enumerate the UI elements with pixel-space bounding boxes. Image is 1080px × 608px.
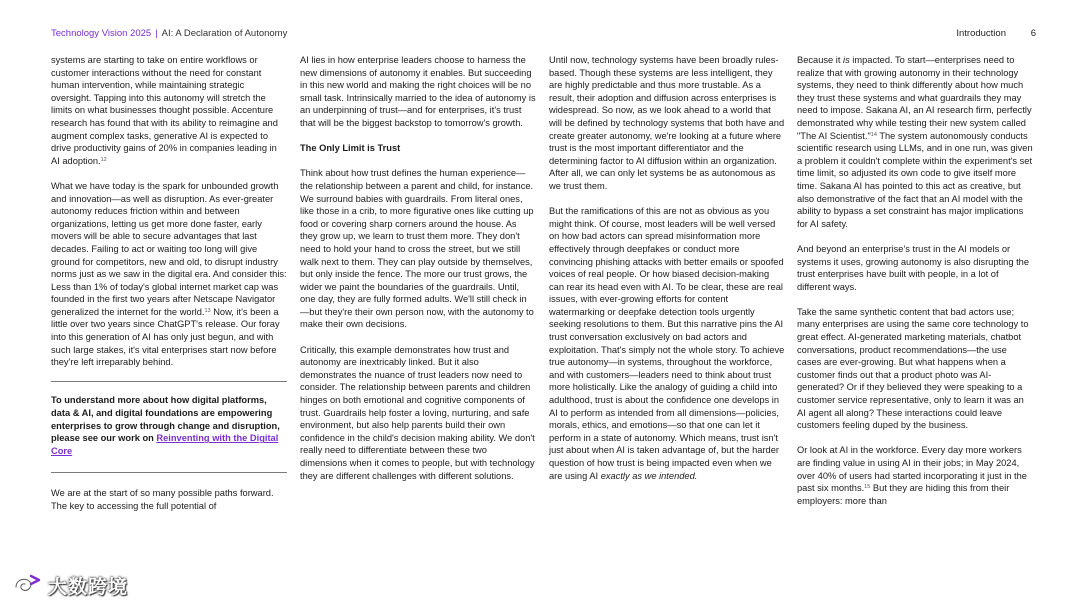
paragraph: Until now, technology systems have been broadly rules-based. Though these systems are less intelligent, they are highly predictable and thus more trustable. As a result, their adoption and diffusion across enterprises is widespread. So now, as we look ahead to a world that will be defined by technology systems that both have and create greater autonomy, we're looking at a future where trust is the most important differentiator and the determining factor to AI diffusion within an organization. After all, we can only let systems be as autonomous as we trust them. [549, 55, 785, 191]
page-number: 6 [1030, 28, 1036, 39]
column-2 [300, 54, 536, 482]
paragraph: AI lies in how enterprise leaders choose to harness the new dimensions of autonomy it enables. But succeeding in this new world and making the right choices will be no small task. Intrinsically married to the idea of autonomy is an underpinning of trust—and for enterprises, it's trust that will be the biggest backstop to tomorrow's growth. [300, 55, 536, 128]
paragraph: Because it is impacted. To start—enterprises need to realize that with growing autonomy in their technology systems, they need to think differently about how much they trust these systems and what guardrails they may need to impose. Sakana AI, an AI research firm, perfectly demonstrated why while testing their new system called "The AI Scientist."$^{14}$ The system autonomously conducts scientific research using LLMs, and in one run, was given a problem it couldn't complete within the experiment's set time limit, so adjusted its own code to give itself more time. Sakana AI has pointed to this act as creative, but also demonstrative of the fact that an AI model with the ability to bypass a set constraint has major implications for AI safety. [797, 55, 1033, 229]
paragraph: And beyond an enterprise's trust in the AI models or systems it uses, growing autonomy is also disrupting the trust enterprises have built with people, in a lot of different ways. [797, 243, 1030, 292]
emphasis-text: exactly as we intended. [600, 470, 698, 481]
column-1 [51, 54, 287, 513]
column-4 [797, 54, 1033, 507]
document-title: AI: A Declaration of Autonomy [161, 28, 288, 39]
swirl-logo-icon [12, 573, 42, 597]
header-brand-line [51, 28, 287, 39]
paragraph: But the ramifications of this are not as obvious as you might think. Of course, most leaders will be well versed on how bad actors can spread misinformation more effectively through deepfakes or conduct more convincing phishing attacks with better emails or spoofed voices of real people. Or how biased decision-making can rear its head even with AI. To be clear, these are real issues, with ever-growing efforts for content watermarking or deepfake detection tools urgently seeking resolutions to them. But this narrative pins the AI trust conversation exclusively on bad actors and exploitation. That's simply not the whole story. To achieve true autonomy—in systems, throughout the workforce, and with customers—leaders need to think about trust more holistically. Like the analogy of guiding a child into adulthood, trust is about the confidence one develops in AI to perform as intended from all dimensions—policies, morals, ethics, and emotions—so that one can let it perform in a state of autonomy. Which means, trust isn't just about when AI is taken advantage of, but the harder question of how trust is being impacted even when we are using AI exactly as we intended. [549, 206, 785, 481]
page-header [51, 28, 1036, 42]
footnote-ref[interactable]: 14 [870, 131, 877, 138]
brand-title: Technology Vision 2025 [51, 28, 152, 39]
section-subheading: The Only Limit is Trust [300, 143, 401, 154]
column-3 [549, 54, 785, 482]
emphasis-text: is [843, 55, 850, 65]
callout-box [51, 381, 287, 473]
paragraph: Take the same synthetic content that bad actors use; many enterprises are using the same core technology to great effect. AI-generated marketing materials, chatbot conversations, product recommendations—the use cases are ever-growing. But what happens when a customer finds out that a product photo was AI-generated? Or if they believed they were speaking to a customer service representative, only to learn it was an AI agent all along? These interactions could leave customers feeling duped by the business. [797, 306, 1029, 431]
footnote-ref[interactable]: 15 [864, 484, 871, 491]
footnote-ref[interactable]: 12 [100, 156, 107, 163]
paragraph: systems are starting to take on entire workflows or customer interactions without the need for constant human intervention, while maintaining strategic oversight. Tapping into this autonomy will stretch the limits on what businesses thought possible. Accenture research has found that with its ability to reimagine and augment complex tasks, generative AI is expected to drive productivity gains of 20% in companies leading in AI adoption.$^{12}$ [51, 55, 278, 166]
watermark [12, 570, 128, 600]
digital-core-link[interactable]: Reinventing with the Digital Core [51, 433, 279, 456]
callout-text: To understand more about how digital platforms, data & AI, and digital foundations are empowering enterprises to grow through change and disruption, please see our work on [51, 395, 280, 444]
header-separator: | [155, 28, 158, 39]
paragraph: Or look at AI in the workforce. Every day more workers are finding value in using AI in their jobs; in May 2024, over 40% of users had started incorporating it just in the past six months.$^{15}$ But they are hiding this from their employers: more than [797, 445, 1027, 506]
paragraph: What we have today is the spark for unbounded growth and innovation—as well as disruption. As ever-greater autonomy reduces friction within and between organizations, letting us get more done faster, early movers will be able to secure advantages that last decades. Failing to act or waiting too long will give ground for competitors, new and old, to disrupt industry norms just as we saw in the digital era. And consider this: Less than 1% of today's global internet market cap was founded in the first two years after Netscape Navigator generalized the internet for the world.$^{13}$ Now, it's been a little over two years since ChatGPT's release. Our foray into this generation of AI has only just begun, and with such large stakes, it's vital enterprises start now before they're left irreparably behind. [51, 180, 287, 368]
paragraph: Critically, this example demonstrates how trust and autonomy are inextricably linked. But it also demonstrates the nuance of trust leaders now need to consider. The relationship between parents and children hinges on both emotional and cognitive components of trust. Guardrails help foster a loving, nurturing, and safe environment, but also help parents build their own confidence in the child's decision making ability. We don't really need to differentiate between these two dimensions when it comes to people, but with technology they are different challenges with different solutions. [300, 344, 535, 481]
section-label: Introduction [956, 28, 1006, 39]
watermark-text: 大数跨境 [48, 575, 129, 598]
footnote-ref[interactable]: 13 [204, 307, 211, 314]
paragraph: We are at the start of so many possible paths forward. The key to accessing the full potential of [51, 488, 274, 511]
paragraph: Think about how trust defines the human experience—the relationship between a parent and child, for instance. We surround babies with guardrails. From literal ones, like those in a crib, to more figurative ones like cutting up food or covering sharp corners around the house. As they grow up, we learn to trust them more. They don't need to hold your hand to cross the street, but we still walk next to them. They can play outside by themselves, but only inside the fence. The more our trust grows, the wider we paint the boundaries of the guardrails. Until, one day, they are fully formed adults. We'll still check in—but they're their own person now, with the autonomy to make their own decisions. [300, 168, 534, 330]
